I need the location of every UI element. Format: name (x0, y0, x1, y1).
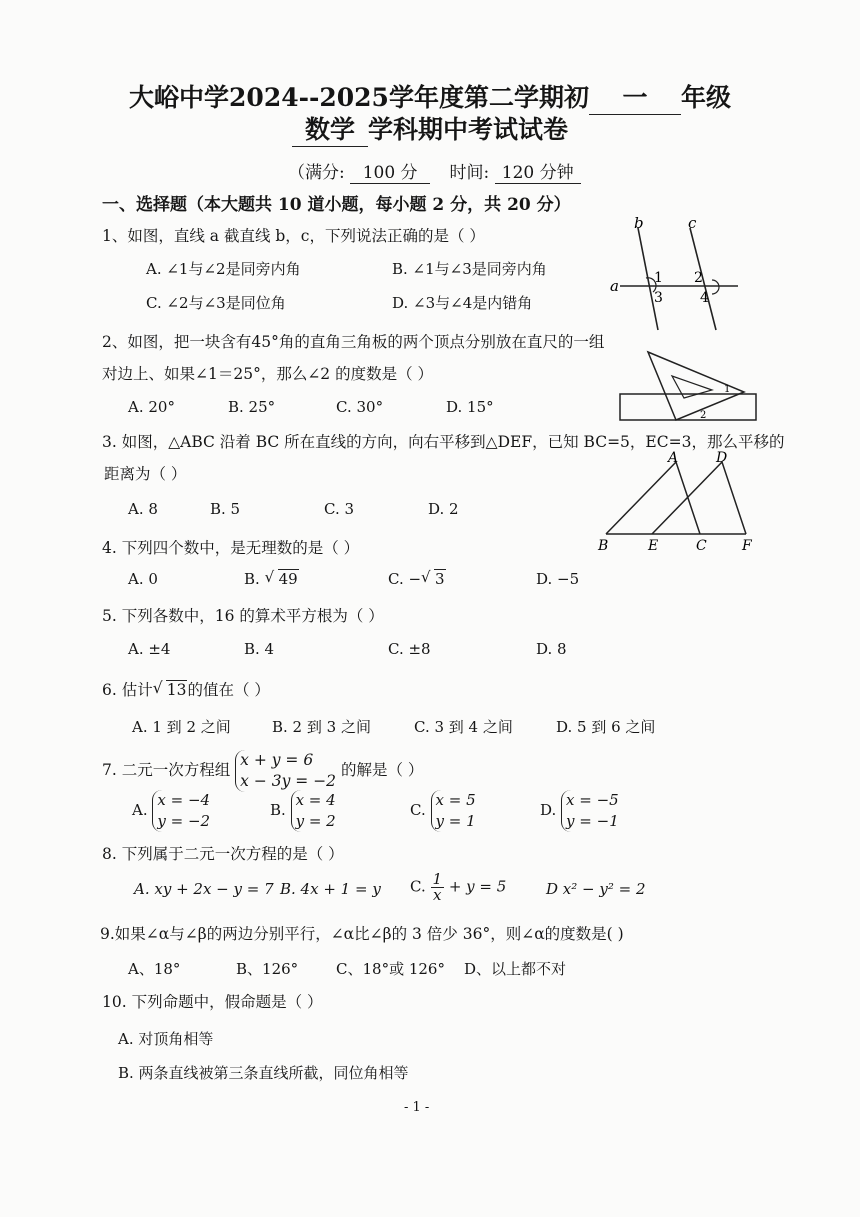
label-c: c (688, 214, 697, 232)
q10-stem: 10. 下列命题中，假命题是（ ） (102, 993, 323, 1011)
q3-option-a: A. 8 (128, 500, 158, 518)
q3-option-b: B. 5 (210, 500, 241, 518)
label-E: E (648, 538, 659, 554)
triangle-abc (606, 462, 700, 534)
q9-option-b: B、126° (236, 960, 299, 978)
q4-option-c: C. − √ 3 (388, 568, 445, 588)
q1-option-c: C. ∠2与∠3是同位角 (146, 294, 286, 312)
time-value: 120 分钟 (495, 158, 581, 184)
label-D: D (716, 450, 728, 466)
q6-stem: 6. 估计 √ 13的值在（ ） (102, 679, 270, 699)
label-b: b (634, 214, 644, 232)
q9-option-c: C、18°或 126° (336, 960, 445, 978)
sqrt-13: √ 13 (152, 679, 187, 699)
exam-title-line1: 大峪中学2024--2025学年度第二学期初 一 年级 (0, 78, 860, 115)
q1-option-a: A. ∠1与∠2是同旁内角 (146, 260, 301, 278)
q5-option-d: D. 8 (536, 640, 567, 658)
score-time-line: （满分: 100 分 时间: 120 分钟 (288, 158, 581, 184)
label-angle-4: 4 (700, 290, 709, 306)
q8-option-b: B. 4x + 1 = y (280, 880, 381, 898)
sqrt-49: √ 49 (264, 568, 298, 588)
q2-stem-line1: 2、如图，把一块含有45°角的直角三角板的两个顶点分别放在直尺的一组 (102, 333, 605, 351)
q3-stem-line2: 距离为（ ） (104, 465, 187, 483)
fraction-1-over-x: $\frac{1}{x}$ (432, 870, 443, 904)
section-title: 一、选择题（本大题共 10 道小题，每小题 2 分，共 20 分） (102, 195, 571, 215)
sqrt-3: √ 3 (421, 568, 445, 588)
label-angle-1: 1 (654, 270, 663, 286)
q10-option-b: B. 两条直线被第三条直线所截，同位角相等 (118, 1064, 409, 1082)
q1-figure (608, 212, 748, 337)
q9-stem: 9.如果∠α与∠β的两边分别平行，∠α比∠β的 3 倍少 36°，则∠α的度数是( ) (100, 925, 624, 943)
label-angle-2: 2 (694, 270, 703, 286)
q2-option-a: A. 20° (128, 398, 175, 416)
q3-figure (588, 448, 758, 554)
q4-stem: 4. 下列四个数中，是无理数的是（ ） (102, 539, 360, 557)
q4-option-d: D. −5 (536, 570, 580, 588)
q6-option-d: D. 5 到 6 之间 (556, 718, 656, 736)
subject-blank: 数学 (292, 110, 368, 147)
q3-option-d: D. 2 (428, 500, 459, 518)
q5-option-a: A. ±4 (128, 640, 171, 658)
label-angle-2: 2 (700, 410, 707, 421)
exam-title-line2: 数学 学科期中考试试卷 (0, 110, 860, 147)
angle-arc-4 (712, 280, 719, 294)
label-angle-1: 1 (724, 384, 731, 395)
q8-stem: 8. 下列属于二元一次方程的是（ ） (102, 845, 344, 863)
q3-option-c: C. 3 (324, 500, 355, 518)
label-angle-3: 3 (654, 290, 663, 306)
q6-option-c: C. 3 到 4 之间 (414, 718, 513, 736)
q6-option-a: A. 1 到 2 之间 (132, 718, 231, 736)
q9-option-d: D、以上都不对 (464, 960, 567, 978)
q5-stem: 5. 下列各数中，16 的算术平方根为（ ） (102, 607, 384, 625)
q8-option-c: C. $\frac{1}{x} + y = 5$ (410, 870, 507, 904)
q2-figure (612, 346, 762, 426)
q2-stem-line2: 对边上、如果∠1＝25°，那么∠2 的度数是（ ） (102, 365, 434, 383)
grade-blank: 一 (589, 78, 681, 115)
q10-option-a: A. 对顶角相等 (118, 1030, 214, 1048)
q7-option-b: B. x = 4 y = 2 (270, 791, 336, 830)
q1-option-b: B. ∠1与∠3是同旁内角 (392, 260, 547, 278)
q8-option-d: D x² − y² = 2 (546, 880, 646, 898)
label-C: C (696, 538, 707, 554)
ruler (620, 394, 756, 420)
page-number: - 1 - (404, 1100, 430, 1115)
q2-option-d: D. 15° (446, 398, 494, 416)
label-F: F (742, 538, 752, 554)
q4-option-b: B. √ 49 (244, 568, 298, 588)
q6-option-b: B. 2 到 3 之间 (272, 718, 371, 736)
q5-option-b: B. 4 (244, 640, 275, 658)
q1-option-d: D. ∠3与∠4是内错角 (392, 294, 533, 312)
q8-option-a: A. xy + 2x − y = 7 (134, 880, 274, 898)
q3-stem-line1: 3. 如图，△ABC 沿着 BC 所在直线的方向，向右平移到△DEF，已知 BC=5，EC=3，那么平移的 (102, 433, 785, 451)
equation-system: x + y = 6 x − 3y = −2 (235, 750, 336, 792)
label-B: B (598, 538, 609, 554)
q7-option-c: C. x = 5 y = 1 (410, 791, 476, 830)
label-a: a (610, 277, 619, 295)
q5-option-c: C. ±8 (388, 640, 431, 658)
q7-option-a: A. x = −4 y = −2 (132, 791, 211, 830)
q1-stem: 1、如图，直线 a 截直线 b，c，下列说法正确的是（ ） (102, 227, 485, 245)
q9-option-a: A、18° (128, 960, 181, 978)
q7-stem: 7. 二元一次方程组 x + y = 6 x − 3y = −2 的解是（ ） (102, 751, 424, 790)
q2-option-b: B. 25° (228, 398, 276, 416)
q2-option-c: C. 30° (336, 398, 384, 416)
score-value: 100 分 (350, 158, 430, 184)
q7-option-d: D. x = −5 y = −1 (540, 791, 619, 830)
q4-option-a: A. 0 (128, 570, 158, 588)
label-A: A (668, 450, 679, 466)
